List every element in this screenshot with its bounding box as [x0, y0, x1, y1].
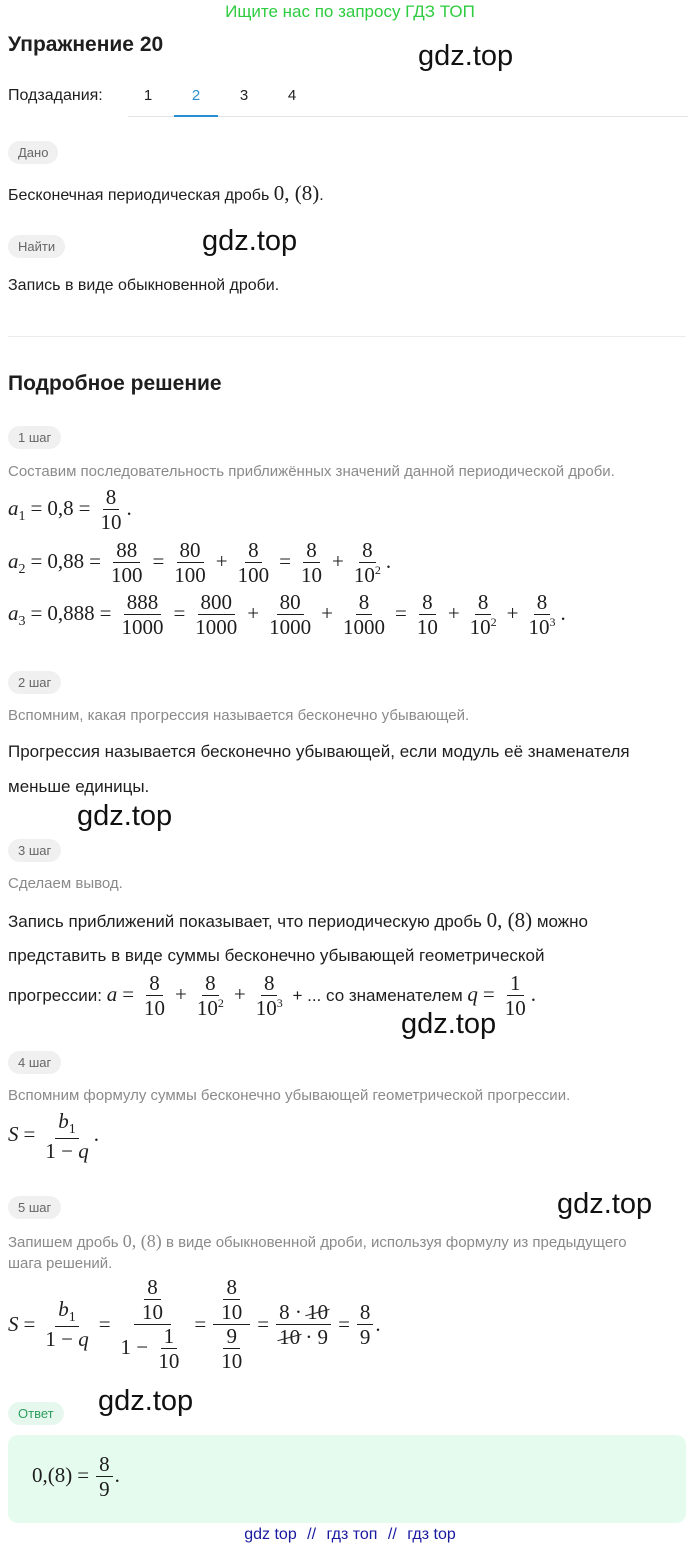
step-1-label: 1 шаг: [8, 426, 61, 449]
formula-sum: S = $\frac{b_1}{1 - q}$ .: [8, 1109, 99, 1163]
watermark: gdz.top: [418, 40, 514, 72]
formula-a1: $a_1 = 0,8$ = $\frac{8}{10}$ .: [8, 485, 132, 535]
step-3-body-1: [8, 902, 588, 940]
formula-final: S = $\frac{b_1}{1 - q}$ = $\frac{8}{10}$ 1 − $\frac{1}{10}$ = $\frac{\frac{8}{10}}{\frac{9}{10}}$ = $\frac{8 \cdot 10}{10 \cdot 9}$ = $\frac{8}{9}$ .: [8, 1275, 381, 1374]
footer-link-2[interactable]: гдз топ: [326, 1526, 378, 1543]
tab-2[interactable]: 2: [174, 87, 218, 117]
step-3-body-1b: можно: [536, 912, 588, 931]
step-5-label: 5 шаг: [8, 1196, 61, 1219]
subtasks-label: Подзадания:: [8, 87, 103, 104]
solution-title: Подробное решение: [8, 372, 222, 395]
step-4-label: 4 шаг: [8, 1051, 61, 1074]
watermark: gdz.top: [202, 225, 298, 257]
formula-a2: $a_2 = 0,88$ = $\frac{88}{100}$ = $\frac{80}{100}$ + $\frac{8}{100}$ = $\frac{8}{10}$ + $\frac{8}{10^2}$ .: [8, 538, 392, 588]
find-label: Найти: [8, 235, 65, 258]
search-banner: Ищите нас по запросу ГДЗ ТОП: [225, 2, 475, 21]
answer-box: [8, 1435, 686, 1523]
given-text: [8, 175, 324, 214]
step-1-text: Составим последовательность приближённых значений данной периодической дроби.: [8, 463, 615, 480]
step-3-text: Сделаем вывод.: [8, 875, 123, 892]
step-5-text: [8, 1231, 627, 1252]
formula-a3: $a_3 = 0,888$ = $\frac{888}{1000}$ = $\frac{800}{1000}$ + $\frac{80}{1000}$ + $\frac{8}{1000}$ = $\frac{8}{10}$ + $\frac{8}{10^2}$ + $\frac{8}{10^3}$ .: [8, 590, 566, 640]
tab-4[interactable]: 4: [287, 87, 297, 104]
step-3-body-2: представить в виде суммы бесконечно убывающей геометрической: [8, 946, 545, 965]
step-2-label: 2 шаг: [8, 671, 61, 694]
answer-formula: 0,(8) = $\frac{8}{9}$ .: [32, 1452, 120, 1502]
step-3-value: 0, (8): [486, 908, 533, 932]
given-value: 0, (8): [273, 181, 320, 205]
find-text: Запись в виде обыкновенной дроби.: [8, 277, 280, 294]
given-end: .: [319, 187, 324, 204]
step-4-text: Вспомним формулу суммы бесконечно убывающей геометрической прогрессии.: [8, 1087, 571, 1104]
page-title: Упражнение 20: [8, 33, 164, 56]
footer-links: [0, 1526, 700, 1544]
watermark: gdz.top: [98, 1385, 194, 1417]
watermark: gdz.top: [401, 1008, 497, 1040]
step-5-value: 0, (8): [122, 1231, 162, 1251]
step-3-body-3: прогрессии: a = $\frac{8}{10}$ + $\frac{8}{10^2}$ + $\frac{8}{10^3}$ + ... со знаменателем q = $\frac{1}{10}$ .: [8, 971, 536, 1021]
given-text-content: Бесконечная периодическая дробь: [8, 187, 270, 204]
step-3-label: 3 шаг: [8, 839, 61, 862]
step-2-body-1: Прогрессия называется бесконечно убывающей, если модуль её знаменателя: [8, 742, 630, 761]
watermark: gdz.top: [77, 800, 173, 832]
step-3-body-3b: + ... со знаменателем: [292, 985, 463, 1005]
answer-label: Ответ: [8, 1402, 64, 1425]
footer-separator: //: [387, 1526, 397, 1543]
footer-link-1[interactable]: gdz top: [244, 1526, 297, 1543]
step-2-text: Вспомним, какая прогрессия называется бесконечно убывающей.: [8, 707, 470, 724]
watermark: gdz.top: [557, 1188, 653, 1220]
step-5-text-a: Запишем дробь: [8, 1234, 119, 1251]
footer-separator: //: [307, 1526, 317, 1543]
section-divider: [8, 336, 686, 337]
given-label: Дано: [8, 141, 58, 164]
subtasks-tabs: [128, 78, 688, 117]
step-5-text-2: шага решений.: [8, 1255, 113, 1272]
step-5-text-b: в виде обыкновенной дроби, используя формулу из предыдущего: [165, 1234, 627, 1251]
tab-1[interactable]: 1: [143, 87, 153, 104]
step-2-body-2: меньше единицы.: [8, 777, 150, 796]
step-3-body-1a: Запись приближений показывает, что периодическую дробь: [8, 912, 482, 931]
step-3-body-3a: прогрессии:: [8, 985, 102, 1005]
tab-3[interactable]: 3: [239, 87, 249, 104]
footer-link-3[interactable]: гдз top: [407, 1526, 456, 1543]
